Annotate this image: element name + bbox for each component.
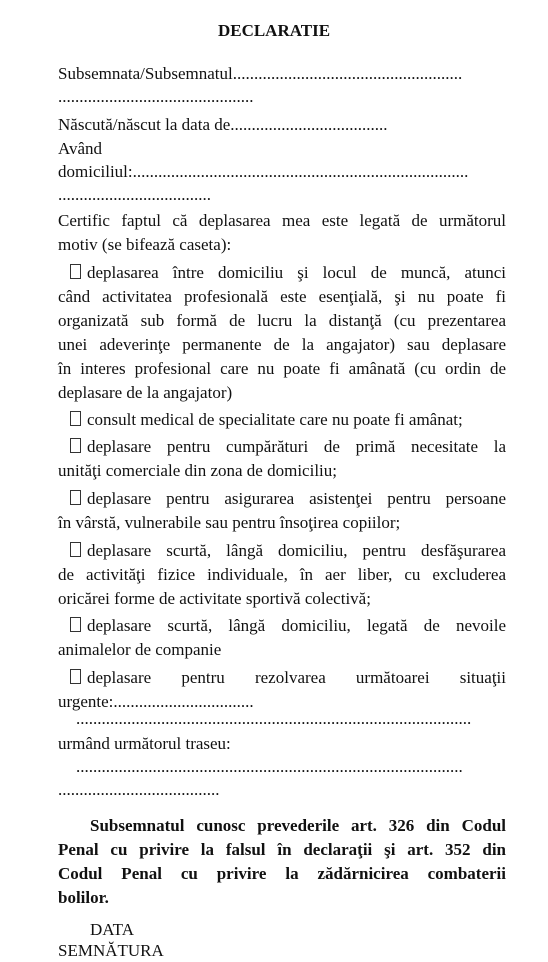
option-line: animalelor de companie xyxy=(58,640,222,659)
checkbox[interactable] xyxy=(70,264,81,279)
option-line: consult medical de specialitate care nu poate fi amânat; xyxy=(87,410,463,429)
domicile-dots: ............................................................................... xyxy=(132,162,469,181)
option-line: deplasare de la angajator) xyxy=(58,383,233,402)
notice-line: Subsemnatul cunosc prevederile art. 326 din Codul xyxy=(90,816,506,835)
checkbox[interactable] xyxy=(70,411,81,426)
option-line: unităţi comerciale din zona de domiciliu; xyxy=(58,461,337,480)
checkbox[interactable] xyxy=(70,617,81,632)
intro-line-2: motiv (se bifează caseta): xyxy=(58,235,232,254)
urgent-dots: ............................................................................................. xyxy=(76,709,472,728)
subsemnat-field xyxy=(58,63,462,85)
option-line: când activitatea profesională este esenţială, şi nu poate fi xyxy=(58,287,506,306)
option-line: în interes profesional care nu poate fi amânată (cu ordin de xyxy=(58,359,506,378)
option-line: de activităţi fizice individuale, în aer liber, cu excluderea xyxy=(58,565,506,584)
checkbox[interactable] xyxy=(70,669,81,684)
route-dots-continued: ...................................... xyxy=(58,780,220,799)
option-line: deplasare pentru cumpărături de primă necesitate la xyxy=(87,437,506,456)
birth-date-field xyxy=(58,114,388,136)
option-line: deplasare scurtă, lângă domiciliu, legată de nevoile xyxy=(87,616,506,635)
subsemnat-label: Subsemnata/Subsemnatul xyxy=(58,64,233,83)
birth-date-dots: ..................................... xyxy=(230,115,388,134)
option-line: în vârstă, vulnerabile sau pentru însoţirea copiilor; xyxy=(58,513,401,532)
checkbox[interactable] xyxy=(70,438,81,453)
option-line: oricărei forme de activitate sportivă colectivă; xyxy=(58,589,371,608)
notice-line: bolilor. xyxy=(58,888,109,907)
notice-line: Penal cu privire la falsul în declaraţii şi art. 352 din xyxy=(58,840,506,859)
option-line: deplasare pentru rezolvarea următoarei situaţii xyxy=(87,668,506,687)
checkbox[interactable] xyxy=(70,490,81,505)
domicile-label: domiciliul: xyxy=(58,162,133,181)
option-line: deplasare pentru asigurarea asistenţei pentru persoane xyxy=(87,489,506,508)
option-line: urgente:................................. xyxy=(58,692,254,711)
avand-label: Având xyxy=(58,139,103,158)
signature-label: SEMNĂTURA xyxy=(58,941,164,960)
checkbox[interactable] xyxy=(70,542,81,557)
option-line: deplasarea între domiciliu şi locul de muncă, atunci xyxy=(87,263,506,282)
notice-line: Codul Penal cu privire la zădărnicirea combaterii xyxy=(58,864,506,883)
domicile-field xyxy=(58,161,468,183)
date-label: DATA xyxy=(90,920,134,939)
option-line: organizată sub formă de lucru la distanţă (cu prezentarea xyxy=(58,311,506,330)
birth-date-label: Născută/născut la data de xyxy=(58,115,231,134)
subsemnat-dots: ...................................................... xyxy=(232,64,463,83)
option-line: deplasare scurtă, lângă domiciliu, pentru desfăşurarea xyxy=(87,541,506,560)
document-title: DECLARATIE xyxy=(217,21,331,40)
option-line: unei adeverinţe permanente de la angajator) sau deplasare xyxy=(58,335,506,354)
route-dots: ........................................................................................... xyxy=(76,757,463,776)
route-label: urmând următorul traseu: xyxy=(58,734,231,753)
domicile-dots-continued: .................................... xyxy=(58,185,211,204)
intro-line-1: Certific faptul că deplasarea mea este legată de următorul xyxy=(58,211,506,230)
subsemnat-dots-continued: .............................................. xyxy=(58,87,254,106)
